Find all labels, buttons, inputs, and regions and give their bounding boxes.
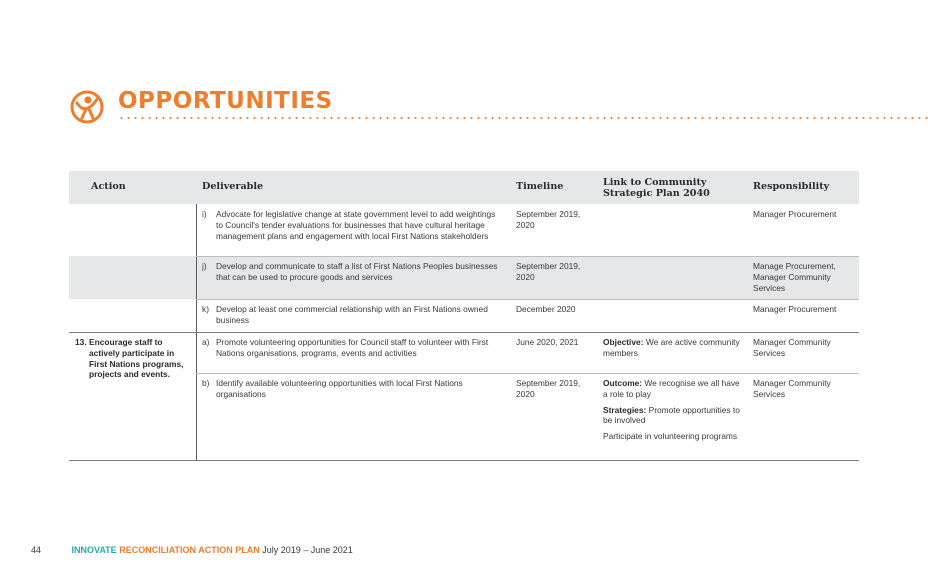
- page-number: 44: [31, 545, 42, 555]
- column-header-action: Action: [91, 181, 126, 193]
- table-row: [69, 332, 859, 380]
- responsibility-cell: Manager Community Services: [753, 337, 831, 358]
- responsibility-cell: Manager Procurement: [753, 304, 837, 314]
- table-row: [69, 204, 859, 256]
- page-footer: [31, 545, 353, 555]
- link-outcome: Outcome: We recognise we all have a role to play: [603, 378, 740, 399]
- deliverable-text: Develop and communicate to staff a list of First Nations Peoples businesses that can be used to procure goods and services: [216, 261, 498, 282]
- link-participate: Participate in volunteering programs: [603, 431, 738, 442]
- link-cell: [603, 337, 743, 364]
- deliverable-marker: a): [202, 337, 210, 347]
- column-header-deliverable: Deliverable: [202, 181, 264, 193]
- opportunities-table: [69, 171, 859, 460]
- table-header: [69, 171, 859, 204]
- responsibility-cell: Manager Procurement: [753, 209, 837, 219]
- row-divider: [196, 373, 859, 374]
- row-divider: [69, 332, 859, 333]
- row-divider: [196, 256, 859, 257]
- timeline-cell: December 2020: [516, 304, 576, 314]
- dotted-divider: [118, 117, 928, 119]
- table-row: [69, 373, 859, 460]
- deliverable-text: Promote volunteering opportunities for Council staff to volunteer with First Nations organisations, programs, events and activities: [216, 337, 489, 358]
- column-header-link: Link to Community Strategic Plan 2040: [603, 176, 710, 199]
- deliverable-cell: [202, 304, 502, 326]
- footer-period: July 2019 – June 2021: [262, 545, 353, 555]
- action-text: Encourage staff to actively participate in First Nations programs, projects and events.: [89, 337, 184, 380]
- deliverable-cell: [202, 378, 502, 400]
- deliverable-text: Identify available volunteering opportunities with local First Nations organisations: [216, 378, 463, 399]
- person-circle-logo-icon: [70, 90, 104, 124]
- timeline-cell: September 2019, 2020: [516, 378, 581, 399]
- link-cell: [603, 378, 743, 447]
- table-row: [69, 299, 859, 332]
- timeline-cell: September 2019, 2020: [516, 209, 581, 230]
- deliverable-text: Advocate for legislative change at state government level to add weightings to Council's tender evaluations for businesses that have cultural heritage management plans and engagement with local First Nations stakeholders: [216, 209, 496, 241]
- deliverable-cell: [202, 209, 502, 241]
- footer-rap-title: RECONCILIATION ACTION PLAN: [119, 545, 260, 555]
- responsibility-cell: Manage Procurement, Manager Community Services: [753, 261, 836, 293]
- action-number: 13.: [75, 337, 87, 347]
- deliverable-cell: [202, 337, 502, 359]
- footer-innovate: INNOVATE: [71, 545, 117, 555]
- link-strategies: Strategies: Promote opportunities to be involved: [603, 404, 740, 426]
- table-row: [69, 256, 859, 299]
- deliverable-text: Develop at least one commercial relationship with an First Nations owned business: [216, 304, 488, 325]
- responsibility-cell: Manager Community Services: [753, 378, 831, 399]
- row-divider: [196, 299, 859, 300]
- deliverable-marker: b): [202, 378, 210, 388]
- deliverable-marker: i): [202, 209, 207, 219]
- timeline-cell: June 2020, 2021: [516, 337, 579, 347]
- link-objective: Objective: We are active community members: [603, 337, 740, 358]
- deliverable-marker: j): [202, 261, 207, 271]
- timeline-cell: September 2019, 2020: [516, 261, 581, 282]
- column-header-timeline: Timeline: [516, 181, 564, 193]
- deliverable-marker: k): [202, 304, 209, 314]
- column-header-responsibility: Responsibility: [753, 181, 830, 193]
- deliverable-cell: [202, 261, 502, 283]
- table-bottom-rule: [69, 460, 859, 461]
- page-title: OPPORTUNITIES: [118, 88, 333, 114]
